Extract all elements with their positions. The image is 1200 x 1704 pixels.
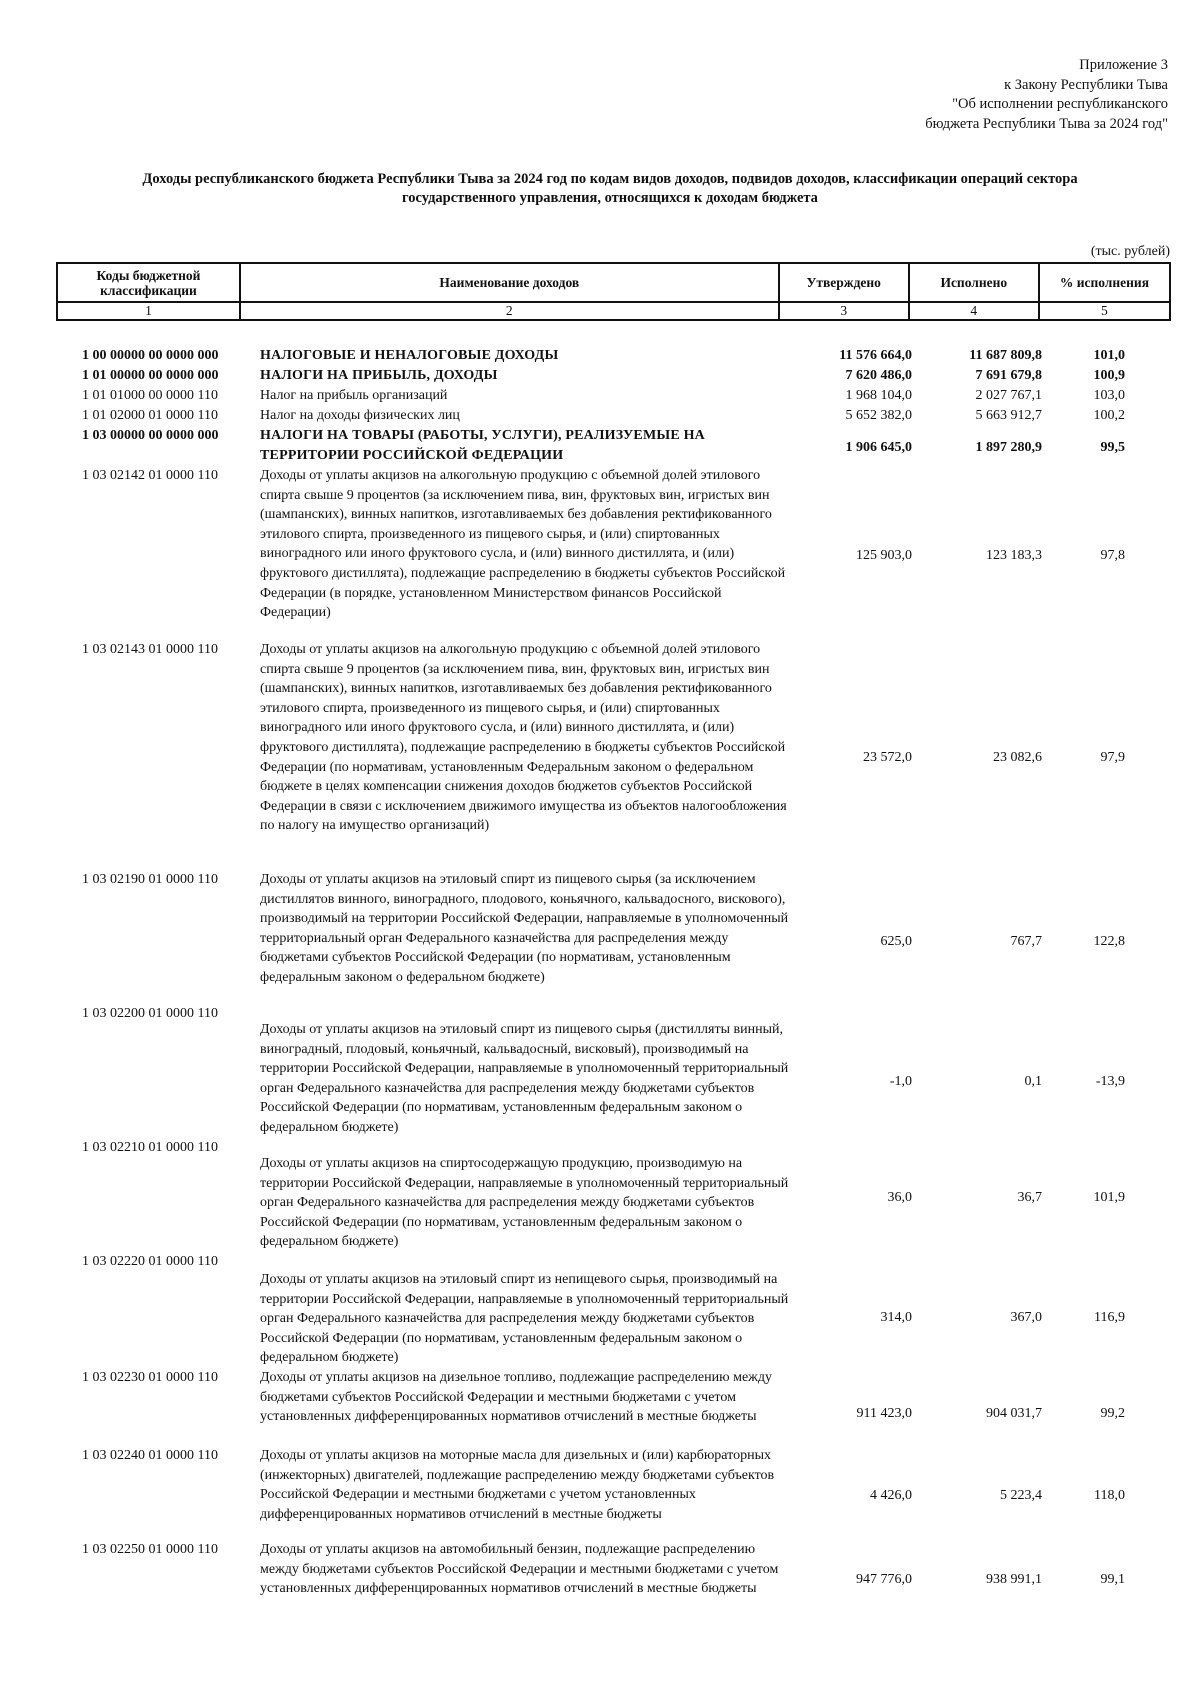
row-executed: 2 027 767,1 [975, 388, 1042, 403]
row-executed: 367,0 [1010, 1310, 1042, 1325]
row-code: 1 03 02210 01 0000 110 [82, 1140, 218, 1155]
row-executed: 23 082,6 [993, 750, 1042, 765]
row-executed: 1 897 280,9 [975, 440, 1042, 455]
header-executed: Исполнено [909, 263, 1039, 302]
row-name: Доходы от уплаты акцизов на спиртосодержащую продукцию, производимую на территории Российской Федерации, направляемые в уполномоченный территориальный орган Федерального казначейства для распределения между бюджетами субъектов Российской Федерации (по нормативам, установленным федеральным законом о федеральном бюджете) [260, 1156, 789, 1250]
row-code: 1 01 01000 00 0000 110 [82, 388, 218, 403]
row-executed: 5 663 912,7 [975, 408, 1042, 423]
row-approved: -1,0 [889, 1074, 912, 1089]
row-percent: 101,9 [1093, 1190, 1125, 1205]
row-name: Доходы от уплаты акцизов на алкогольную продукцию с объемной долей этилового спирта свыше 9 процентов (за исключением пива, вин, фруктовых вин, игристых вин (шампанских), винных напитков, изготавливаемых без добавления ректификованного этилового спирта, произведенного из пищевого сырья, и (или) спиртованных виноградного или иного фруктового сусла, и (или) винного дистиллята, и (или) фруктового дистиллята), подлежащие распределению в бюджеты субъектов Российской Федерации (по нормативам, установленным Федеральным законом о федеральном бюджете в целях компенсации снижения доходов бюджетов субъектов Российской Федерации в связи с исключением движимого имущества из объектов налогообложения по налогу на имущество организаций) [260, 642, 787, 834]
row-approved: 36,0 [887, 1190, 912, 1205]
row-approved: 947 776,0 [856, 1572, 912, 1587]
row-approved: 7 620 486,0 [845, 368, 912, 383]
row-name: Доходы от уплаты акцизов на автомобильный бензин, подлежащие распределению между бюджетами субъектов Российской Федерации и местными бюджетами с учетом установленных дифференцированных нормативов отчислений в местные бюджеты [260, 1542, 779, 1597]
row-code: 1 03 02240 01 0000 110 [82, 1448, 218, 1463]
header-approved: Утверждено [779, 263, 909, 302]
units-note: (тыс. рублей) [1090, 244, 1170, 259]
header-num: 2 [240, 302, 779, 320]
row-executed: 7 691 679,8 [975, 368, 1042, 383]
table-header [56, 262, 1171, 321]
title-line: Доходы республиканского бюджета Республики Тыва за 2024 год по кодам видов доходов, подвидов доходов, классификации операций сектора [142, 171, 1078, 187]
row-approved: 911 423,0 [856, 1406, 912, 1421]
row-percent: 100,9 [1093, 368, 1125, 383]
row-name: Налог на прибыль организаций [260, 388, 448, 403]
row-name: НАЛОГОВЫЕ И НЕНАЛОГОВЫЕ ДОХОДЫ [260, 348, 559, 363]
row-approved: 1 968 104,0 [845, 388, 912, 403]
row-percent: 122,8 [1093, 934, 1125, 949]
header-percent: % исполнения [1039, 263, 1170, 302]
header-num: 5 [1039, 302, 1170, 320]
row-code: 1 03 02220 01 0000 110 [82, 1254, 218, 1269]
row-approved: 5 652 382,0 [845, 408, 912, 423]
row-approved: 11 576 664,0 [839, 348, 912, 363]
row-code: 1 01 00000 00 0000 000 [82, 368, 219, 383]
row-code: 1 00 00000 00 0000 000 [82, 348, 219, 363]
appendix-line: к Закону Республики Тыва [1004, 76, 1168, 93]
row-percent: 97,9 [1100, 750, 1125, 765]
row-percent: 99,1 [1100, 1572, 1125, 1587]
row-percent: -13,9 [1095, 1074, 1125, 1089]
row-executed: 11 687 809,8 [969, 348, 1042, 363]
row-percent: 97,8 [1100, 548, 1125, 563]
row-code: 1 03 02142 01 0000 110 [82, 468, 218, 483]
appendix-line: "Об исполнении республиканского [952, 96, 1168, 112]
row-code: 1 03 02143 01 0000 110 [82, 642, 218, 657]
row-approved: 4 426,0 [870, 1488, 912, 1503]
row-code: 1 03 02230 01 0000 110 [82, 1370, 218, 1385]
row-name: Доходы от уплаты акцизов на этиловый спирт из пищевого сырья (за исключением дистиллятов винного, виноградного, плодового, коньячного, кальвадосного, вискового), производимый на территории Российской Федерации, направляемые в уполномоченный территориальный орган Федерального казначейства для распределения между бюджетами субъектов Российской Федерации (по нормативам, установленным федеральным законом о федеральном бюджете) [260, 872, 789, 985]
title-line: государственного управления, относящихся к доходам бюджета [402, 190, 818, 206]
row-percent: 103,0 [1093, 388, 1125, 403]
row-code: 1 03 00000 00 0000 000 [82, 428, 219, 443]
row-code: 1 01 02000 01 0000 110 [82, 408, 218, 423]
row-executed: 123 183,3 [986, 548, 1042, 563]
row-executed: 767,7 [1010, 934, 1042, 949]
row-percent: 101,0 [1093, 348, 1125, 363]
appendix-line: бюджета Республики Тыва за 2024 год" [925, 115, 1168, 132]
row-percent: 118,0 [1094, 1488, 1125, 1503]
appendix-line: Приложение 3 [1079, 57, 1168, 73]
row-percent: 116,9 [1094, 1310, 1125, 1325]
row-executed: 938 991,1 [986, 1572, 1042, 1587]
row-executed: 36,7 [1017, 1190, 1042, 1205]
row-approved: 314,0 [880, 1310, 912, 1325]
row-executed: 904 031,7 [986, 1406, 1042, 1421]
row-code: 1 03 02190 01 0000 110 [82, 872, 218, 887]
row-name: НАЛОГИ НА ПРИБЫЛЬ, ДОХОДЫ [260, 368, 498, 383]
row-executed: 5 223,4 [1000, 1488, 1042, 1503]
row-percent: 100,2 [1093, 408, 1125, 423]
header-num: 1 [57, 302, 240, 320]
row-code: 1 03 02200 01 0000 110 [82, 1006, 218, 1021]
header-num: 3 [779, 302, 909, 320]
row-name: Доходы от уплаты акцизов на этиловый спирт из непищевого сырья, производимый на территории Российской Федерации, направляемые в уполномоченный территориальный орган Федерального казначейства для распределения между бюджетами субъектов Российской Федерации (по нормативам, установленным федеральным законом о федеральном бюджете) [260, 1272, 789, 1366]
row-percent: 99,5 [1100, 440, 1125, 455]
row-executed: 0,1 [1024, 1074, 1042, 1089]
appendix-note [925, 56, 1168, 134]
header-name: Наименование доходов [240, 263, 779, 302]
header-codes: Коды бюджетной классификации [57, 263, 240, 302]
row-name: Доходы от уплаты акцизов на дизельное топливо, подлежащие распределению между бюджетами субъектов Российской Федерации и местными бюджетами с учетом установленных дифференцированных нормативов отчислений в местные бюджеты [260, 1370, 772, 1425]
row-approved: 23 572,0 [863, 750, 912, 765]
row-name: Налог на доходы физических лиц [260, 408, 460, 423]
header-num: 4 [909, 302, 1039, 320]
document-title [70, 170, 1150, 208]
row-name: Доходы от уплаты акцизов на этиловый спирт из пищевого сырья (дистилляты винный, виноградный, плодовый, коньячный, кальвадосный, висковый), производимый на территории Российской Федерации, направляемые в уполномоченный территориальный орган Федерального казначейства для распределения между бюджетами субъектов Российской Федерации (по нормативам, установленным федеральным законом о федеральном бюджете) [260, 1022, 789, 1135]
row-name: Доходы от уплаты акцизов на алкогольную продукцию с объемной долей этилового спирта свыше 9 процентов (за исключением пива, вин, фруктовых вин, игристых вин (шампанских), винных напитков, изготавливаемых без добавления ректификованного этилового спирта, произведенного из пищевого сырья, и (или) спиртованных виноградного или иного фруктового сусла, и (или) винного дистиллята, и (или) фруктового дистиллята), подлежащие распределению в бюджеты субъектов Российской Федерации (в порядке, установленном Министерством финансов Российской Федерации) [260, 468, 786, 621]
row-approved: 125 903,0 [856, 548, 912, 563]
row-percent: 99,2 [1100, 1406, 1125, 1421]
row-approved: 1 906 645,0 [845, 440, 912, 455]
row-approved: 625,0 [880, 934, 912, 949]
row-name: Доходы от уплаты акцизов на моторные масла для дизельных и (или) карбюраторных (инжекторных) двигателей, подлежащие распределению между бюджетами субъектов Российской Федерации и местными бюджетами с учетом установленных дифференцированных нормативов отчислений в местные бюджеты [260, 1448, 775, 1522]
row-code: 1 03 02250 01 0000 110 [82, 1542, 218, 1557]
row-name: НАЛОГИ НА ТОВАРЫ (РАБОТЫ, УСЛУГИ), РЕАЛИЗУЕМЫЕ НА ТЕРРИТОРИИ РОССИЙСКОЙ ФЕДЕРАЦИИ [260, 428, 705, 463]
